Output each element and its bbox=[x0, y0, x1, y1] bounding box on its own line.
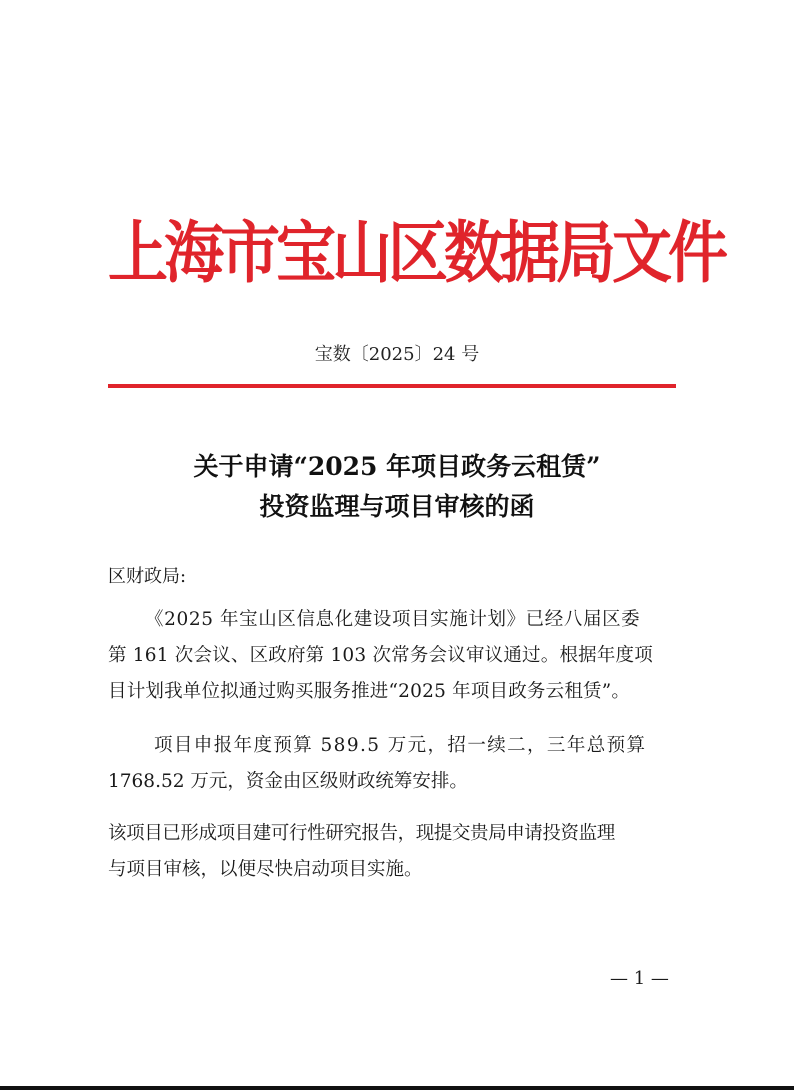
body-paragraph-1 bbox=[108, 602, 696, 710]
red-divider-line bbox=[108, 384, 676, 388]
document-title bbox=[0, 447, 794, 527]
document-title-line-2: 投资监理与项目审核的函 bbox=[259, 492, 535, 521]
document-number: 宝数〔2025〕24 号 bbox=[314, 344, 480, 365]
body-paragraph-2 bbox=[108, 728, 696, 800]
document-title-line-1: 关于申请“2025 年项目政务云租赁” bbox=[193, 452, 601, 481]
paragraph-3-line-1: 该项目已形成项目建可行性研究报告，现提交贵局申请投资监理 bbox=[108, 823, 615, 844]
paragraph-3-line-2: 与项目审核，以便尽快启动项目实施。 bbox=[108, 859, 423, 880]
paragraph-2-line-1: 项目申报年度预算 589.5 万元，招一续二，三年总预算 bbox=[154, 735, 647, 756]
salutation: 区财政局: bbox=[108, 566, 187, 587]
paragraph-2-line-2: 1768.52 万元，资金由区级财政统筹安排。 bbox=[108, 771, 468, 792]
scan-border bbox=[0, 1086, 794, 1090]
paragraph-1-line-3: 目计划我单位拟通过购买服务推进“2025 年项目政务云租赁”。 bbox=[108, 681, 631, 702]
paragraph-1-line-2: 第 161 次会议、区政府第 103 次常务会议审议通过。根据年度项 bbox=[108, 645, 653, 666]
paragraph-1-line-1: 《2025 年宝山区信息化建设项目实施计划》已经八届区委 bbox=[145, 609, 641, 630]
body-paragraph-3 bbox=[108, 816, 696, 888]
page-number: — 1 — bbox=[610, 968, 669, 989]
issuing-authority-header: 上海市宝山区数据局文件 bbox=[108, 214, 724, 293]
